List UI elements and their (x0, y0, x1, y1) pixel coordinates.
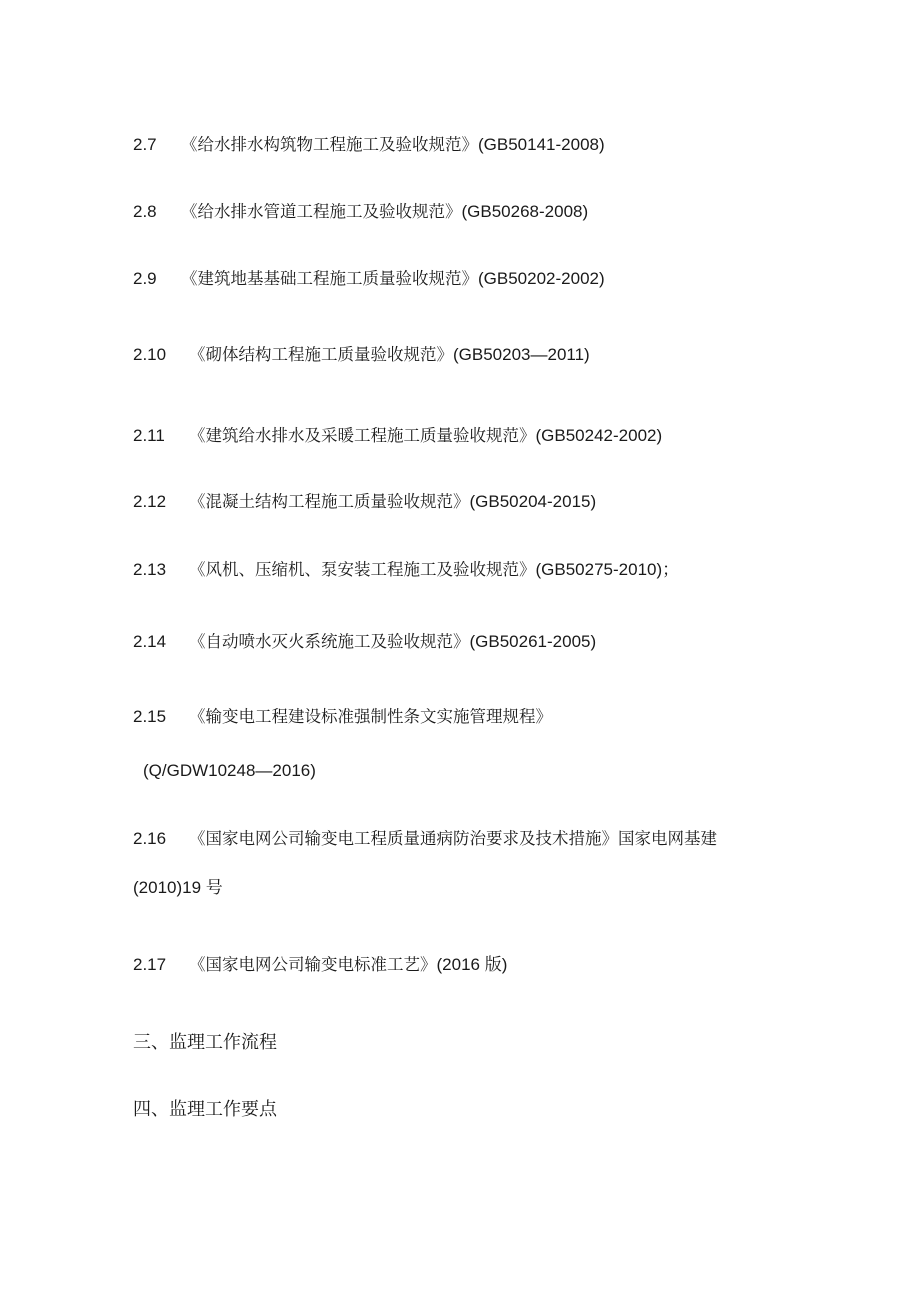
list-item (133, 425, 662, 447)
item-number: 2.14 (133, 632, 167, 651)
item-code: (GB50204-2015) (469, 492, 597, 511)
item-code: (2016 版) (436, 955, 508, 974)
item-number: 2.16 (133, 829, 167, 848)
item-number: 2.17 (133, 955, 167, 974)
item-number: 2.10 (133, 345, 167, 364)
item-title: 《自动喷水灭火系统施工及验收规范》 (189, 632, 470, 651)
item-code: (GB50202-2002) (478, 269, 605, 288)
list-item (133, 559, 679, 581)
item-code: (GB50268-2008) (461, 202, 589, 221)
item-title: 《输变电工程建设标准强制性条文实施管理规程》 (189, 707, 552, 726)
item-code: (GB50141-2008) (478, 135, 605, 154)
item-number: 2.11 (133, 426, 165, 445)
list-item (133, 491, 596, 513)
item-number: 2.13 (133, 560, 167, 579)
item-title: 《风机、压缩机、泵安装工程施工及验收规范》 (189, 560, 536, 579)
list-item (133, 344, 590, 366)
item-title: 《国家电网公司输变电工程质量通病防治要求及技术措施》国家电网基建 (189, 829, 717, 848)
list-item-continuation (143, 760, 316, 782)
item-code: (GB50242-2002) (535, 426, 663, 445)
item-title: 《建筑给水排水及采暖工程施工质量验收规范》 (189, 426, 536, 445)
item-code: (Q/GDW10248—2016) (143, 761, 316, 780)
item-title: 《给水排水管道工程施工及验收规范》 (181, 202, 462, 221)
list-item-continuation (133, 877, 223, 899)
list-item (133, 134, 605, 156)
item-number: 2.8 (133, 202, 157, 221)
list-item (133, 201, 588, 223)
list-item (133, 954, 507, 976)
section-heading-3: 三、监理工作流程 (133, 1032, 277, 1053)
list-item (133, 706, 552, 728)
item-number: 2.7 (133, 135, 157, 154)
item-number: 2.9 (133, 269, 157, 288)
item-title: 《给水排水构筑物工程施工及验收规范》 (181, 135, 478, 154)
item-code: (2010)19 号 (133, 878, 223, 897)
item-code: (GB50261-2005) (469, 632, 597, 651)
list-item (133, 268, 605, 290)
item-title: 《建筑地基基础工程施工质量验收规范》 (181, 269, 478, 288)
item-number: 2.12 (133, 492, 167, 511)
item-title: 《砌体结构工程施工质量验收规范》 (189, 345, 453, 364)
item-title: 《混凝土结构工程施工质量验收规范》 (189, 492, 470, 511)
item-code: (GB50203—2011) (453, 345, 590, 364)
item-code: (GB50275-2010)； (535, 560, 680, 579)
list-item (133, 828, 717, 850)
section-heading-4: 四、监理工作要点 (133, 1099, 277, 1120)
list-item (133, 631, 596, 653)
item-number: 2.15 (133, 707, 167, 726)
item-title: 《国家电网公司输变电标准工艺》 (189, 955, 437, 974)
